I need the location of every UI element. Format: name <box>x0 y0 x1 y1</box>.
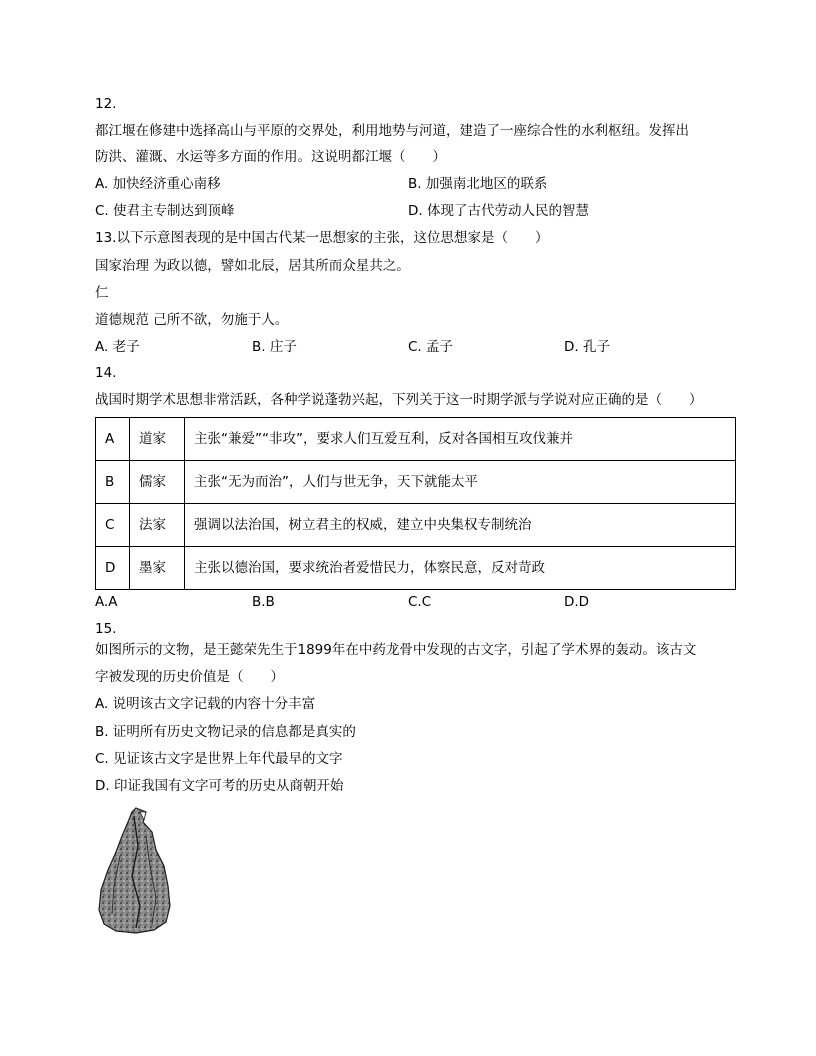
row-school: 道家 <box>130 418 185 461</box>
row-doctrine: 主张“兼爱”“非攻”，要求人们互爱互利，反对各国相互攻伐兼并 <box>185 418 736 461</box>
q13-option-d: D. 孔子 <box>564 339 610 355</box>
row-letter: D <box>96 547 130 590</box>
q14-stem: 战国时期学术思想非常活跃，各种学说蓬勃兴起，下列关于这一时期学派与学说对应正确的是（ ） <box>95 392 703 408</box>
oracle-bone-image <box>96 806 172 934</box>
row-school: 儒家 <box>130 461 185 504</box>
row-doctrine: 主张以德治国，要求统治者爱惜民力，体察民意，反对苛政 <box>185 547 736 590</box>
q13-option-b: B. 庄子 <box>252 339 297 355</box>
q14-number: 14. <box>95 365 117 381</box>
q12-number: 12. <box>95 96 117 112</box>
table-row <box>96 547 736 590</box>
table-row <box>96 461 736 504</box>
row-letter: B <box>96 461 130 504</box>
row-doctrine: 主张“无为而治”，人们与世无争，天下就能太平 <box>185 461 736 504</box>
q15-number: 15. <box>95 621 117 637</box>
q12-option-b: B. 加强南北地区的联系 <box>408 176 548 192</box>
q12-stem-line2: 防洪、灌溉、水运等多方面的作用。这说明都江堰（ ） <box>95 149 446 165</box>
q12-stem-line1: 都江堰在修建中选择高山与平原的交界处，利用地势与河道，建造了一座综合性的水利枢纽。发挥出 <box>95 123 689 139</box>
row-doctrine: 强调以法治国，树立君主的权威，建立中央集权专制统治 <box>185 504 736 547</box>
q15-stem-line2: 字被发现的历史价值是（ ） <box>95 669 284 685</box>
q13-option-a: A. 老子 <box>95 339 140 355</box>
q15-stem-line1: 如图所示的文物，是王懿荣先生于1899年在中药龙骨中发现的古文字，引起了学术界的轰动。该古文 <box>95 642 697 658</box>
q13-diagram-line2: 仁 <box>95 285 109 301</box>
q14-option-a: A.A <box>95 594 118 610</box>
q15-option-c: C. 见证该古文字是世界上年代最早的文字 <box>95 751 343 767</box>
q13-stem: 13.以下示意图表现的是中国古代某一思想家的主张，这位思想家是（ ） <box>95 230 549 246</box>
q12-option-c: C. 使君主专制达到顶峰 <box>95 203 235 219</box>
q13-option-c: C. 孟子 <box>408 339 454 355</box>
q14-option-b: B.B <box>252 594 275 610</box>
q13-diagram-line3: 道德规范 己所不欲，勿施于人。 <box>95 312 289 328</box>
q14-option-c: C.C <box>408 594 432 610</box>
table-row <box>96 418 736 461</box>
row-letter: C <box>96 504 130 547</box>
q13-diagram-line1: 国家治理 为政以德，譬如北辰，居其所而众星共之。 <box>95 258 410 274</box>
q12-option-d: D. 体现了古代劳动人民的智慧 <box>408 203 589 219</box>
table-row <box>96 504 736 547</box>
q15-option-b: B. 证明所有历史文物记录的信息都是真实的 <box>95 724 356 740</box>
row-school: 法家 <box>130 504 185 547</box>
row-school: 墨家 <box>130 547 185 590</box>
q15-option-d: D. 印证我国有文字可考的历史从商朝开始 <box>95 778 344 794</box>
schools-table <box>95 417 736 590</box>
q15-option-a: A. 说明该古文字记载的内容十分丰富 <box>95 696 316 712</box>
q12-option-a: A. 加快经济重心南移 <box>95 176 221 192</box>
q14-option-d: D.D <box>564 594 590 610</box>
row-letter: A <box>96 418 130 461</box>
